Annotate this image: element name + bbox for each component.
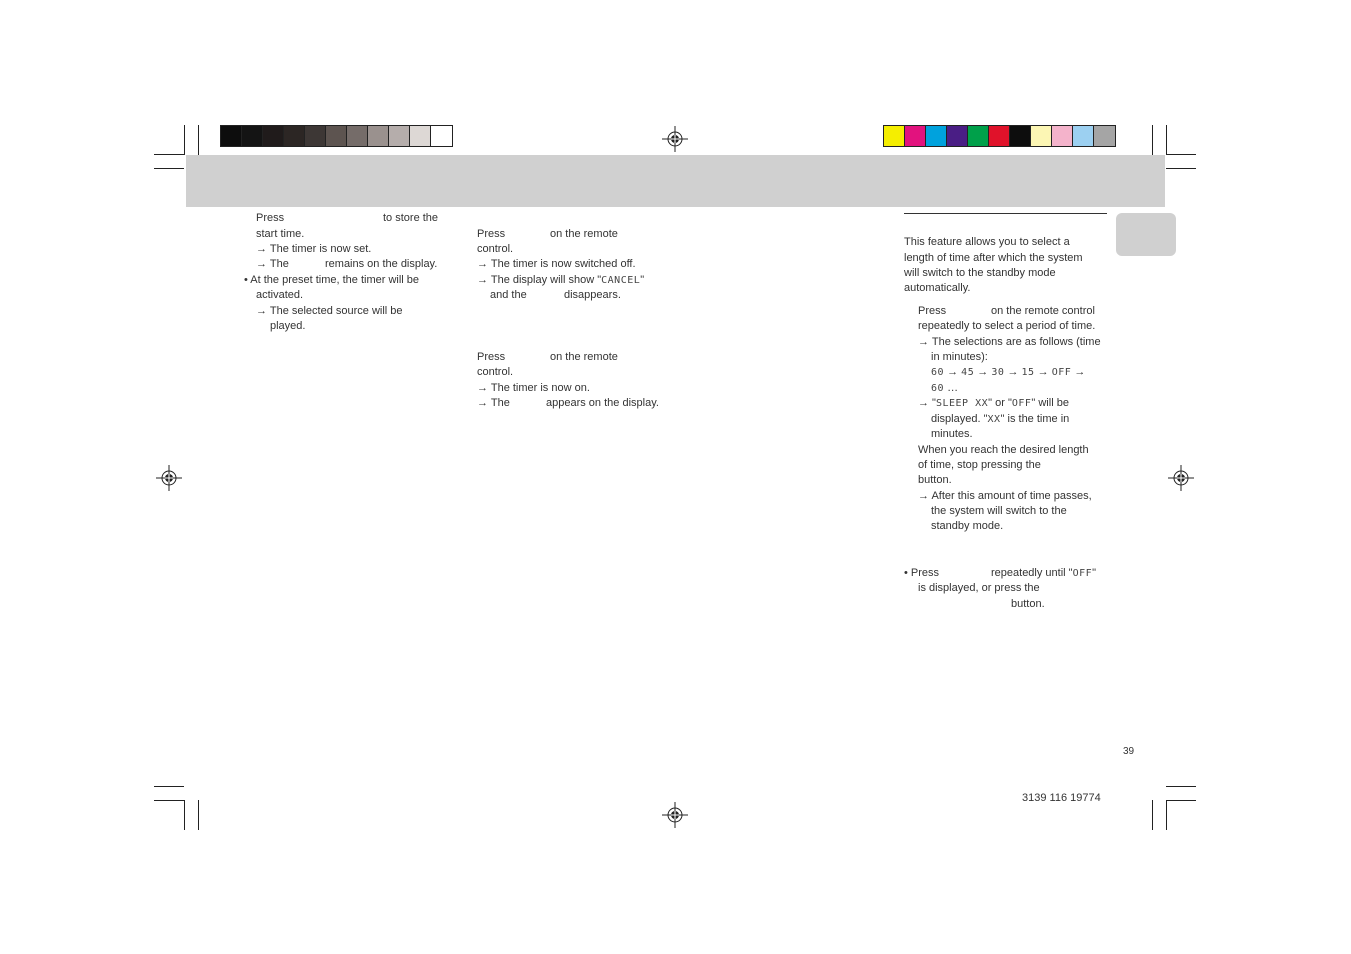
text-line: will switch to the standby mode (904, 267, 1056, 279)
text-line (991, 566, 1096, 581)
text-line: to store the (383, 212, 439, 224)
text-line (931, 381, 958, 396)
arrow-icon: → (1074, 366, 1086, 378)
color-swatch (284, 126, 305, 146)
color-swatch (968, 126, 989, 146)
text-line: is displayed, or press the (918, 582, 1040, 594)
text-line: remains on the display. (325, 258, 438, 270)
text-line: Press (477, 228, 506, 240)
text-line: activated. (256, 289, 304, 301)
lcd-text: OFF (1072, 568, 1093, 579)
color-swatch (1073, 126, 1094, 146)
text-line: button. (1011, 598, 1045, 610)
color-swatch (1052, 126, 1073, 146)
text-line: → The timer is now set. (256, 243, 372, 255)
text-line: standby mode. (931, 520, 1004, 532)
text-fragment: " or " (988, 397, 1012, 409)
text-line: the system will switch to the (931, 505, 1067, 517)
lcd-text: 60 (931, 383, 945, 394)
color-swatch (989, 126, 1010, 146)
registration-mark-icon (1168, 465, 1194, 491)
text-fragment: " (640, 274, 645, 286)
header-band (186, 155, 1165, 207)
section-rule (904, 213, 1107, 214)
lcd-text: 45 (961, 367, 975, 378)
text-line: automatically. (904, 282, 971, 294)
color-swatch (926, 126, 947, 146)
color-swatch (347, 126, 368, 146)
language-tab (1116, 213, 1176, 256)
color-swatch (305, 126, 326, 146)
text-line: → The (477, 397, 510, 409)
color-swatch (242, 126, 263, 146)
text-line: → The selections are as follows (time (918, 336, 1101, 348)
text-line: control. (477, 366, 514, 378)
text-line: control. (477, 243, 514, 255)
text-fragment: " is the time in (1000, 413, 1070, 425)
color-swatch (368, 126, 389, 146)
arrow-icon: → (977, 366, 989, 378)
text-line: • Press (904, 567, 940, 579)
text-line: → The timer is now on. (477, 382, 590, 394)
lcd-text: 30 (991, 367, 1005, 378)
text-line: in minutes): (931, 351, 988, 363)
text-line: appears on the display. (546, 397, 659, 409)
text-line: → After this amount of time passes, (918, 490, 1092, 502)
color-swatch (389, 126, 410, 146)
text-fragment: … (947, 382, 959, 394)
sleep-sequence (931, 365, 1085, 380)
text-fragment: → " (918, 397, 936, 409)
text-line: → The selected source will be (256, 305, 403, 317)
text-line (477, 273, 644, 288)
arrow-icon: → (1037, 366, 1049, 378)
text-fragment: " will be (1031, 397, 1069, 409)
text-line: on the remote (550, 351, 618, 363)
text-line: Press (256, 212, 285, 224)
text-line: Press (477, 351, 506, 363)
text-line: When you reach the desired length (918, 444, 1089, 456)
text-fragment: → The display will show " (477, 274, 602, 286)
text-line: disappears. (564, 289, 621, 301)
text-line: • At the preset time, the timer will be (244, 274, 420, 286)
lcd-text: SLEEP XX (935, 398, 989, 409)
text-fragment: repeatedly until " (991, 567, 1073, 579)
grayscale-calibration-strip (220, 125, 453, 147)
arrow-icon: → (947, 366, 959, 378)
color-swatch (326, 126, 347, 146)
color-swatch (1094, 126, 1115, 146)
lcd-text: 60 (931, 367, 945, 378)
page-number: 39 (1123, 746, 1135, 757)
text-line: length of time after which the system (904, 252, 1083, 264)
text-line: played. (270, 320, 306, 332)
color-swatch (221, 126, 242, 146)
color-swatch (1031, 126, 1052, 146)
lcd-text: OFF (1011, 398, 1032, 409)
lcd-text: CANCEL (601, 275, 641, 286)
color-swatch (431, 126, 452, 146)
text-line: This feature allows you to select a (904, 236, 1070, 248)
lcd-text: XX (987, 414, 1001, 425)
registration-mark-icon (662, 802, 688, 828)
text-line (918, 396, 1069, 411)
color-swatch (1010, 126, 1031, 146)
text-line: repeatedly to select a period of time. (918, 320, 1096, 332)
text-line: on the remote (550, 228, 618, 240)
text-line: button. (918, 474, 952, 486)
registration-mark-icon (156, 465, 182, 491)
text-line: → The timer is now switched off. (477, 258, 636, 270)
text-line: Press (918, 305, 947, 317)
text-line (931, 412, 1069, 427)
color-calibration-strip (883, 125, 1116, 147)
text-line: start time. (256, 228, 305, 240)
color-swatch (410, 126, 431, 146)
text-line: of time, stop pressing the (918, 459, 1041, 471)
document-code: 3139 116 19774 (1022, 792, 1101, 804)
text-fragment: displayed. " (931, 413, 988, 425)
color-swatch (884, 126, 905, 146)
lcd-text: OFF (1051, 367, 1072, 378)
color-swatch (947, 126, 968, 146)
arrow-icon: → (1007, 366, 1019, 378)
color-swatch (263, 126, 284, 146)
text-line: and the (490, 289, 527, 301)
color-swatch (905, 126, 926, 146)
text-fragment: " (1092, 567, 1097, 579)
registration-mark-icon (662, 126, 688, 152)
text-line: minutes. (931, 428, 973, 440)
text-line: on the remote control (991, 305, 1095, 317)
text-line: → The (256, 258, 289, 270)
lcd-text: 15 (1021, 367, 1035, 378)
